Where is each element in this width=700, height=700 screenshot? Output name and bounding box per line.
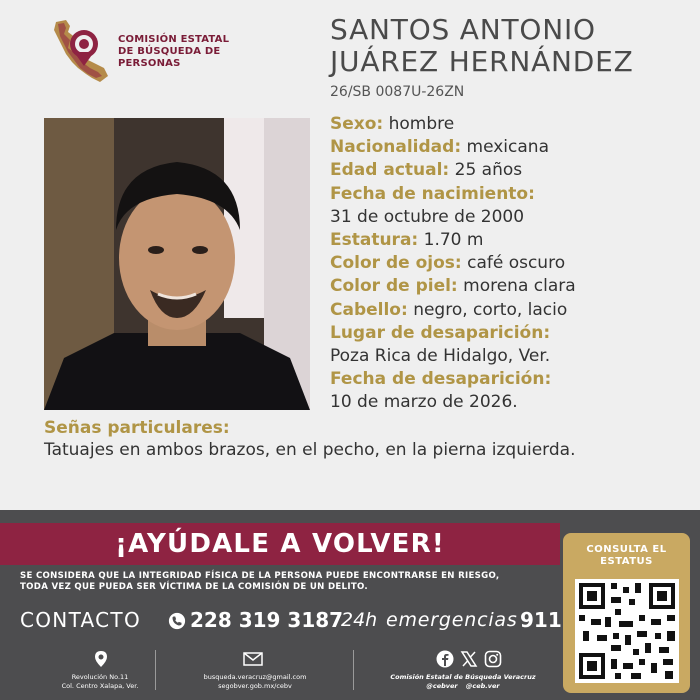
help-banner-text: ¡AYÚDALE A VOLVER!	[115, 529, 445, 559]
instagram-icon[interactable]	[484, 650, 502, 668]
status-panel-title	[563, 544, 690, 568]
footer-social	[368, 673, 558, 691]
fact-nacionalidad: Nacionalidad: mexicana	[330, 137, 549, 158]
status-panel-title-line-2: ESTATUS	[600, 556, 653, 567]
emergency-number[interactable]: 911	[520, 608, 562, 632]
footer-website-line[interactable]: segobver.gob.mx/cebv	[218, 682, 292, 690]
fact-fecha-desap-label: Fecha de desaparición:	[330, 369, 552, 390]
footer-address-line-2: Col. Centro Xalapa, Ver.	[61, 682, 139, 690]
facebook-handle[interactable]: @cebver	[426, 682, 458, 690]
fact-ojos: Color de ojos: café oscuro	[330, 253, 566, 274]
person-name-line-1: SANTOS ANTONIO	[330, 13, 596, 46]
org-name	[118, 34, 258, 70]
person-facts	[330, 113, 690, 415]
facebook-icon[interactable]	[436, 650, 454, 668]
contact-label: CONTACTO	[20, 608, 141, 632]
phone-icon	[168, 612, 186, 630]
footer-social-name: Comisión Estatal de Búsqueda Veracruz	[390, 673, 536, 681]
x-twitter-icon[interactable]	[460, 650, 478, 668]
fact-lugar: Poza Rica de Hidalgo, Ver.	[330, 346, 551, 367]
emergency-label: emergencias	[386, 609, 518, 631]
footer-address	[30, 673, 170, 691]
footer-divider	[155, 650, 156, 690]
person-photo-illustration	[44, 118, 310, 410]
risk-warning-line-2: TODA VEZ QUE PUEDA SER VÍCTIMA DE LA COMISIÓN DE UN DELITO.	[20, 582, 368, 592]
contact-phone[interactable]: 228 319 3187	[190, 608, 344, 632]
fact-nacimiento-label: Fecha de nacimiento:	[330, 183, 535, 204]
org-name-line-2: DE BÚSQUEDA DE	[118, 46, 221, 57]
org-logo	[48, 18, 268, 90]
status-panel-title-line-1: CONSULTA EL	[586, 544, 667, 555]
footer-email-line-1[interactable]: busqueda.veracruz@gmail.com	[203, 673, 307, 681]
senas-text: Tatuajes en ambos brazos, en el pecho, en la pierna izquierda.	[44, 440, 576, 460]
fact-lugar-label: Lugar de desaparición:	[330, 322, 551, 343]
status-qr-code[interactable]	[575, 579, 679, 683]
person-photo	[44, 118, 310, 410]
senas-particulares	[44, 417, 684, 461]
risk-warning	[20, 571, 560, 593]
qr-code-icon	[575, 579, 679, 683]
mail-icon	[243, 652, 263, 666]
footer-social-handles	[368, 682, 558, 691]
fact-nacimiento: 31 de octubre de 2000	[330, 206, 525, 227]
senas-label: Señas particulares:	[44, 418, 230, 438]
case-code: 26/SB 0087U-26ZN	[330, 84, 465, 100]
fact-estatura: Estatura: 1.70 m	[330, 230, 484, 251]
footer-email	[175, 673, 335, 691]
person-name	[330, 14, 690, 78]
instagram-handle[interactable]: @ceb.ver	[465, 682, 500, 690]
contact-row	[20, 606, 565, 636]
fact-piel: Color de piel: morena clara	[330, 276, 576, 297]
fact-fecha-desap: 10 de marzo de 2026.	[330, 392, 518, 413]
fact-cabello: Cabello: negro, corto, lacio	[330, 299, 568, 320]
risk-warning-line-1: SE CONSIDERA QUE LA INTEGRIDAD FÍSICA DE LA PERSONA PUEDE ENCONTRARSE EN RIESGO,	[20, 571, 500, 581]
location-pin-icon	[94, 650, 108, 668]
footer-divider	[353, 650, 354, 690]
footer-address-line-1: Revolución No.11	[71, 673, 129, 681]
fact-sexo: Sexo: hombre	[330, 114, 455, 134]
veracruz-map-logo-icon	[48, 18, 112, 88]
org-name-line-1: COMISIÓN ESTATAL	[118, 34, 230, 45]
org-name-line-3: PERSONAS	[118, 58, 181, 69]
person-name-line-2: JUÁREZ HERNÁNDEZ	[330, 45, 634, 78]
fact-edad: Edad actual: 25 años	[330, 160, 523, 181]
contact-hours: 24h	[341, 609, 378, 631]
